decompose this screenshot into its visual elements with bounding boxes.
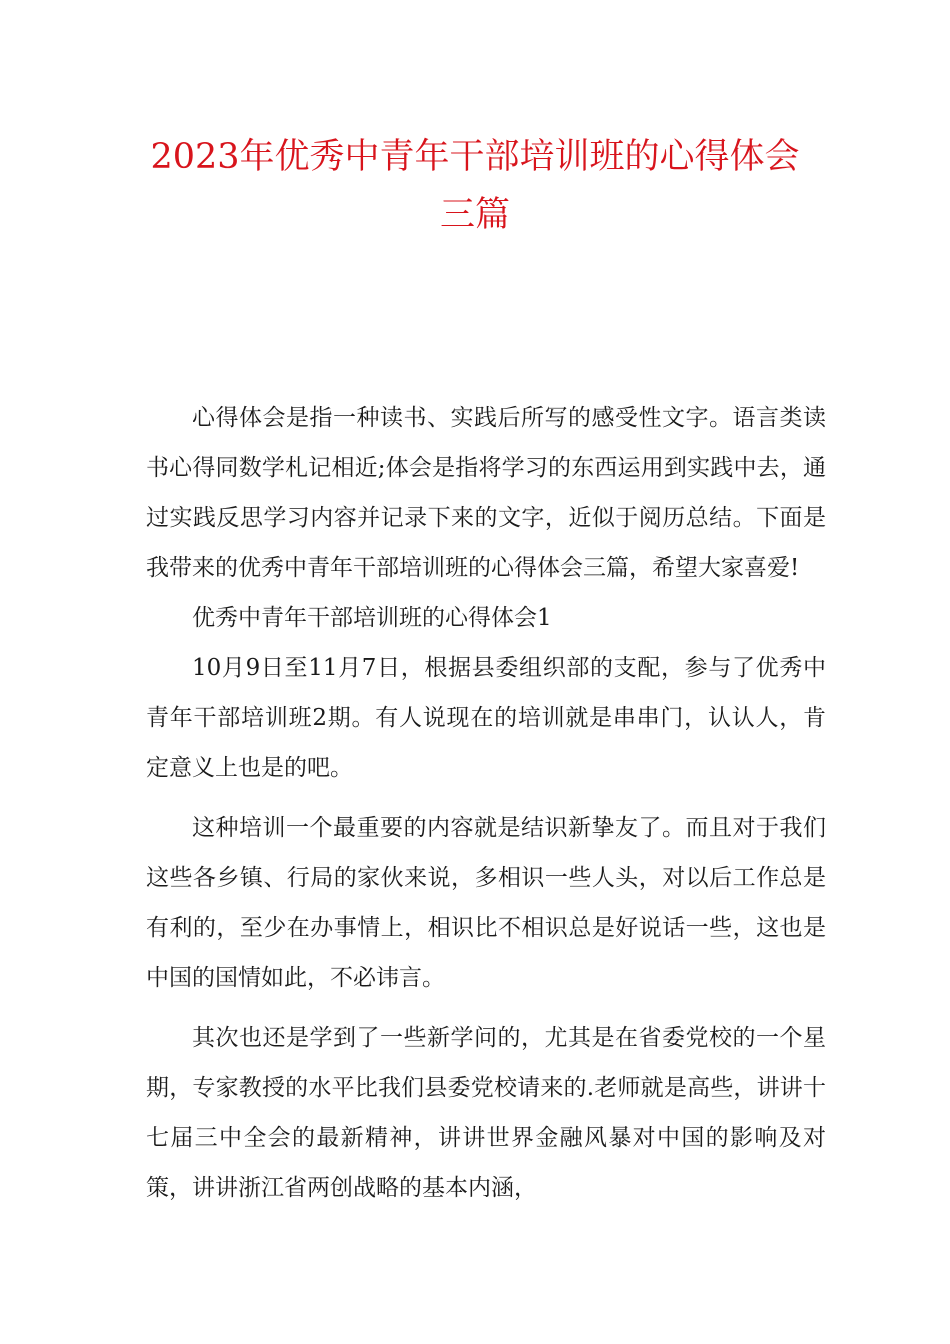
document-title-line-2: 三篇 bbox=[439, 195, 510, 235]
body-paragraph: 这种培训一个最重要的内容就是结识新挚友了。而且对于我们这些各乡镇、行局的家伙来说，多相识一些人头，对以后工作总是有利的，至少在办事情上，相识比不相识总是好说话一些，这也是中国的国情如此，不必讳言。 bbox=[146, 815, 826, 991]
body-paragraph: 其次也还是学到了一些新学问的，尤其是在省委党校的一个星期，专家教授的水平比我们县委党校请来的.老师就是高些，讲讲十七届三中全会的最新精神，讲讲世界金融风暴对中国的影响及对策，讲讲浙江省两创战略的基本内涵， bbox=[146, 1025, 826, 1201]
document-body bbox=[146, 393, 826, 1213]
intro-paragraph: 心得体会是指一种读书、实践后所写的感受性文字。语言类读书心得同数学札记相近;体会是指将学习的东西运用到实践中去，通过实践反思学习内容并记录下来的文字，近似于阅历总结。下面是我带来的优秀中青年干部培训班的心得体会三篇，希望大家喜爱! bbox=[146, 405, 826, 581]
body-paragraph: 10月9日至11月7日，根据县委组织部的支配，参与了优秀中青年干部培训班2期。有人说现在的培训就是串串门，认认人，肯定意义上也是的吧。 bbox=[146, 655, 826, 781]
section-heading: 优秀中青年干部培训班的心得体会1 bbox=[192, 605, 552, 631]
document-title-line-1: 2023年优秀中青年干部培训班的心得体会 bbox=[150, 137, 800, 177]
